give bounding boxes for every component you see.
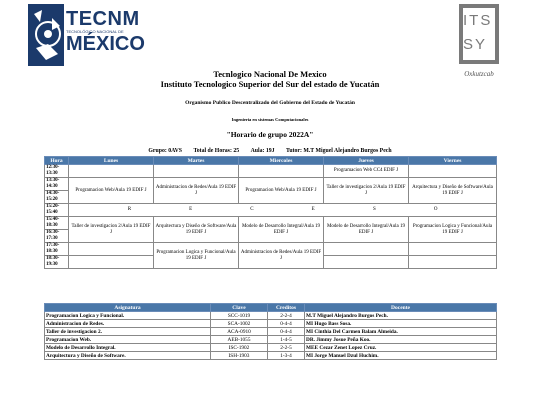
subject-credits: 0-4-4: [268, 328, 305, 336]
title-tecnm: Tecnlogico Nacional De Mexico: [213, 69, 327, 79]
empty-cell: [324, 256, 409, 269]
itsy-line1: ITS: [463, 12, 493, 29]
time-cell: 16:30-17:30: [45, 230, 69, 243]
subject-code: ACA-0910: [211, 328, 268, 336]
time-cell: 13:30-14:30: [45, 178, 69, 191]
class-block: Programacion Logica y Funcional/Aula 19 EDIF J: [409, 217, 497, 243]
subject-name: Administracion de Redes.: [45, 320, 211, 328]
recess-letter: R: [127, 207, 132, 212]
subject-name: Taller de investigacion 2.: [45, 328, 211, 336]
col-asignatura: Asignatura: [45, 304, 211, 312]
empty-cell: [324, 243, 409, 256]
recess-letter: S: [372, 207, 376, 212]
subject-code: SCA-1002: [211, 320, 268, 328]
col-martes: Martes: [154, 157, 239, 165]
subject-teacher: MI Cinthia Del Carmen Balam Almeida.: [305, 328, 497, 336]
subjects-table: [44, 303, 497, 360]
class-block: Administracion de Redes/Aula 19 EDIF J: [154, 178, 239, 204]
subject-code: ISC-1902: [211, 344, 268, 352]
empty-cell: [409, 165, 497, 178]
subject-code: ISH-1903: [211, 352, 268, 360]
group-label: Grupo: 0AVS: [148, 148, 182, 154]
table-row: [45, 344, 497, 352]
itsy-line2: SY: [463, 36, 488, 53]
class-block: Arquitectura y Diseño de Software/Aula 19 EDIF J: [154, 217, 239, 243]
table-row: [45, 336, 497, 344]
recess-cell: [69, 204, 497, 217]
col-creditos: Creditos: [268, 304, 305, 312]
class-block: Programacion Web/Aula 19 EDIF J: [69, 178, 154, 204]
subject-teacher: DR. Jimmy Josue Peña Koo.: [305, 336, 497, 344]
table-row: [45, 320, 497, 328]
subject-name: Programacion Logica y Funcional.: [45, 312, 211, 320]
col-miercoles: Miercoles: [239, 157, 324, 165]
time-cell: 12:30-13:30: [45, 165, 69, 178]
table-row: [45, 352, 497, 360]
empty-cell: [409, 243, 497, 256]
empty-cell: [69, 165, 154, 178]
subject-name: Modelo de Desarrollo Integral.: [45, 344, 211, 352]
time-cell: 15:40-18:30: [45, 217, 69, 230]
subject-teacher: MI Jorge Manuel Dzul Huchim.: [305, 352, 497, 360]
subject-credits: 2-2-4: [268, 312, 305, 320]
subject-name: Programacion Web.: [45, 336, 211, 344]
recess-letter: E: [311, 207, 315, 212]
time-cell: 15:20-15:40: [45, 204, 69, 217]
schedule-title: "Horario de grupo 2022A": [226, 130, 314, 139]
time-cell: 14:30-15:20: [45, 191, 69, 204]
subject-teacher: MI Hugo Bass Sosa.: [305, 320, 497, 328]
col-docente: Docente: [305, 304, 497, 312]
class-block: Administracion de Redes/Aula 19 EDIF J: [239, 243, 324, 269]
tutor-label: Tutor: M.T Miguel Alejandro Burgos Pech: [286, 148, 392, 154]
program-name: Ingenieria en sistemas Computacionales: [231, 117, 309, 122]
class-block: Programacion Logica y Funcional/Aula 19 EDIF J: [154, 243, 239, 269]
tecnm-country: MÉXICO: [66, 33, 145, 55]
subject-code: AEB-1055: [211, 336, 268, 344]
subject-credits: 0-4-4: [268, 320, 305, 328]
empty-cell: [409, 256, 497, 269]
recess-letter: E: [189, 207, 193, 212]
recess-row: [45, 204, 497, 217]
room-label: Aula: 19J: [250, 148, 275, 154]
col-jueves: Jueves: [324, 157, 409, 165]
subjects-header-row: [45, 304, 497, 312]
col-clave: Clave: [211, 304, 268, 312]
empty-cell: [239, 165, 324, 178]
class-block: Programacion Web CC4 EDIF J: [324, 165, 409, 178]
table-row: [45, 217, 497, 230]
subject-credits: 1-4-5: [268, 336, 305, 344]
table-row: [45, 165, 497, 178]
subject-code: SCC-1019: [211, 312, 268, 320]
recess-letter: O: [433, 207, 438, 212]
subject-credits: 1-3-4: [268, 352, 305, 360]
class-block: Modelo de Desarrollo Integral/Aula 19 EDIF J: [239, 217, 324, 243]
table-row: [45, 178, 497, 191]
schedule-header-row: [45, 157, 497, 165]
class-block: Taller de investigacion 2/Aula 19 EDIF J: [69, 217, 154, 243]
subject-teacher: M.T Miguel Alejandro Burgos Pech.: [305, 312, 497, 320]
table-row: [45, 312, 497, 320]
empty-cell: [69, 256, 154, 269]
table-row: [45, 328, 497, 336]
class-block: Arquitectura y Diseño de Software/Aula 19 EDIF J: [409, 178, 497, 204]
schedule-table: [44, 156, 497, 269]
class-block: Taller de investigacion 2/Aula 19 EDIF J: [324, 178, 409, 204]
time-cell: 18:30-19:30: [45, 256, 69, 269]
col-viernes: Viernes: [409, 157, 497, 165]
tecnm-logo: [28, 4, 146, 66]
subject-credits: 2-2-5: [268, 344, 305, 352]
recess-letter: C: [250, 207, 254, 212]
col-hora: Hora: [45, 157, 69, 165]
tecnm-subtitle: TECNOLÓGICO NACIONAL DE: [66, 29, 124, 34]
group-info: [0, 148, 540, 154]
hours-label: Total de Horas: 25: [193, 148, 240, 154]
tecnm-brand: TECNM: [66, 8, 140, 30]
tecnm-emblem-icon: [28, 4, 64, 66]
time-cell: 17:30-18:30: [45, 243, 69, 256]
class-block: Programacion Web/Aula 19 EDIF J: [239, 178, 324, 204]
empty-cell: [154, 165, 239, 178]
org-subtitle: Organismo Publico Descentralizado del Gobierno del Estado de Yucatán: [185, 100, 355, 106]
col-lunes: Lunes: [69, 157, 154, 165]
table-row: [45, 243, 497, 256]
class-block: Modelo de Desarrollo Integral/Aula 19 EDIF J: [324, 217, 409, 243]
subject-name: Arquitectura y Diseño de Software.: [45, 352, 211, 360]
subject-teacher: MEE Cezar Zenet Lopez Cruz.: [305, 344, 497, 352]
itsy-caption: Oxkutzcab: [464, 70, 494, 78]
title-institute: Instituto Tecnologico Superior del Sur del estado de Yucatán: [160, 79, 380, 89]
empty-cell: [69, 243, 154, 256]
